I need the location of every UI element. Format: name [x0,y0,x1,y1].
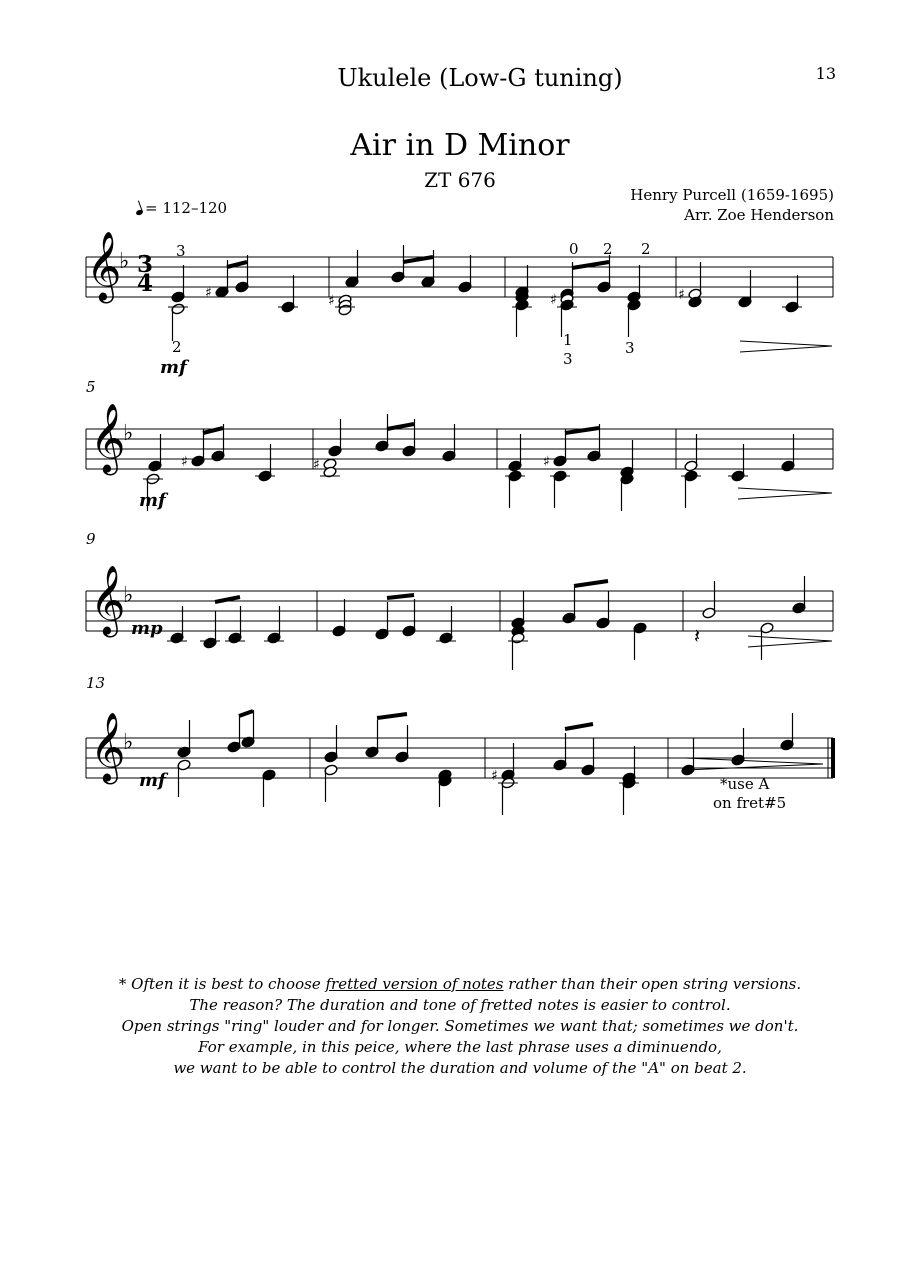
instrument-header: Ukulele (Low-G tuning) [337,64,623,92]
staff-lines [86,257,835,778]
composer: Henry Purcell (1659-1695) [630,186,834,204]
measure-number: 13 [86,674,106,692]
flat-key-signature-icon: ♭ [123,583,134,608]
flat-key-signature-icon: ♭ [119,249,130,274]
treble-clef-icon: 𝄞 [90,712,126,782]
time-signature-top: 3 [137,251,154,278]
fingering-number: 0 [569,240,579,258]
sharp-accidental-icon: ♯ [678,287,685,303]
fingering-number: 2 [641,240,651,258]
notes-layer [143,245,806,815]
beam [227,262,247,267]
flat-key-signature-icon: ♭ [123,421,134,446]
measure-number: 9 [86,530,96,548]
footnote [0,974,900,1079]
beam [239,711,253,716]
beam [387,424,414,429]
beam [403,257,433,262]
fingering-number: 3 [176,242,186,260]
treble-clef-icon: 𝄞 [90,565,126,635]
measure-number: 5 [86,378,96,396]
arranger: Arr. Zoe Henderson [684,206,834,224]
diminuendo-hairpin [748,636,832,647]
fingering-number: 3 [625,339,635,357]
fingering-number: 2 [172,338,182,356]
beam [565,724,593,729]
footnote-line: we want to be able to control the duration and volume of the "A" on beat 2. [173,1059,747,1077]
fingering-number: 1 [563,331,573,349]
final-barline [831,738,835,778]
sharp-accidental-icon: ♯ [491,768,498,784]
sharp-accidental-icon: ♯ [543,454,550,470]
footnote-text: rather than their open string versions. [503,975,802,993]
dynamic-marking: mf [139,490,166,511]
beam [377,714,407,718]
sharp-accidental-icon: ♯ [313,457,320,473]
beam [387,595,414,598]
annotation-text: on fret#5 [713,794,787,812]
sharp-accidental-icon: ♯ [205,285,212,301]
footnote-line: For example, in this peice, where the last phrase uses a diminuendo, [198,1038,722,1056]
page-number: 13 [815,64,836,83]
treble-clef-icon: 𝄞 [86,231,122,301]
fingering-number: 3 [563,350,573,368]
tempo-text: = 112–120 [145,199,228,217]
sharp-accidental-icon: ♯ [550,292,557,308]
footnote-line: Open strings "ring" louder and for longer. Sometimes we want that; sometimes we don't. [121,1017,799,1035]
sharp-accidental-icon: ♯ [328,293,335,309]
dynamic-marking: mp [131,618,163,639]
footnote-line: The reason? The duration and tone of fretted notes is easier to control. [189,996,731,1014]
diminuendo-hairpin [738,488,832,499]
quarter-rest-icon: 𝄽 [694,624,701,648]
fingering-number: 2 [603,240,613,258]
dynamic-marking: mf [139,770,166,791]
annotation-text: *use A [720,775,770,793]
catalog-number: ZT 676 [424,168,496,192]
piece-title: Air in D Minor [350,128,570,163]
sharp-accidental-icon: ♯ [181,454,188,470]
footnote-line [0,974,900,995]
footnote-text: * Often it is best to choose [118,975,326,993]
flat-key-signature-icon: ♭ [123,730,134,755]
treble-clef-icon: 𝄞 [90,403,126,473]
diminuendo-hairpin [740,341,832,352]
time-signature-bottom: 4 [137,270,154,297]
dynamic-marking: mf [160,357,187,378]
footnote-underlined-text: fretted version of notes [325,975,504,993]
beam [574,581,608,586]
